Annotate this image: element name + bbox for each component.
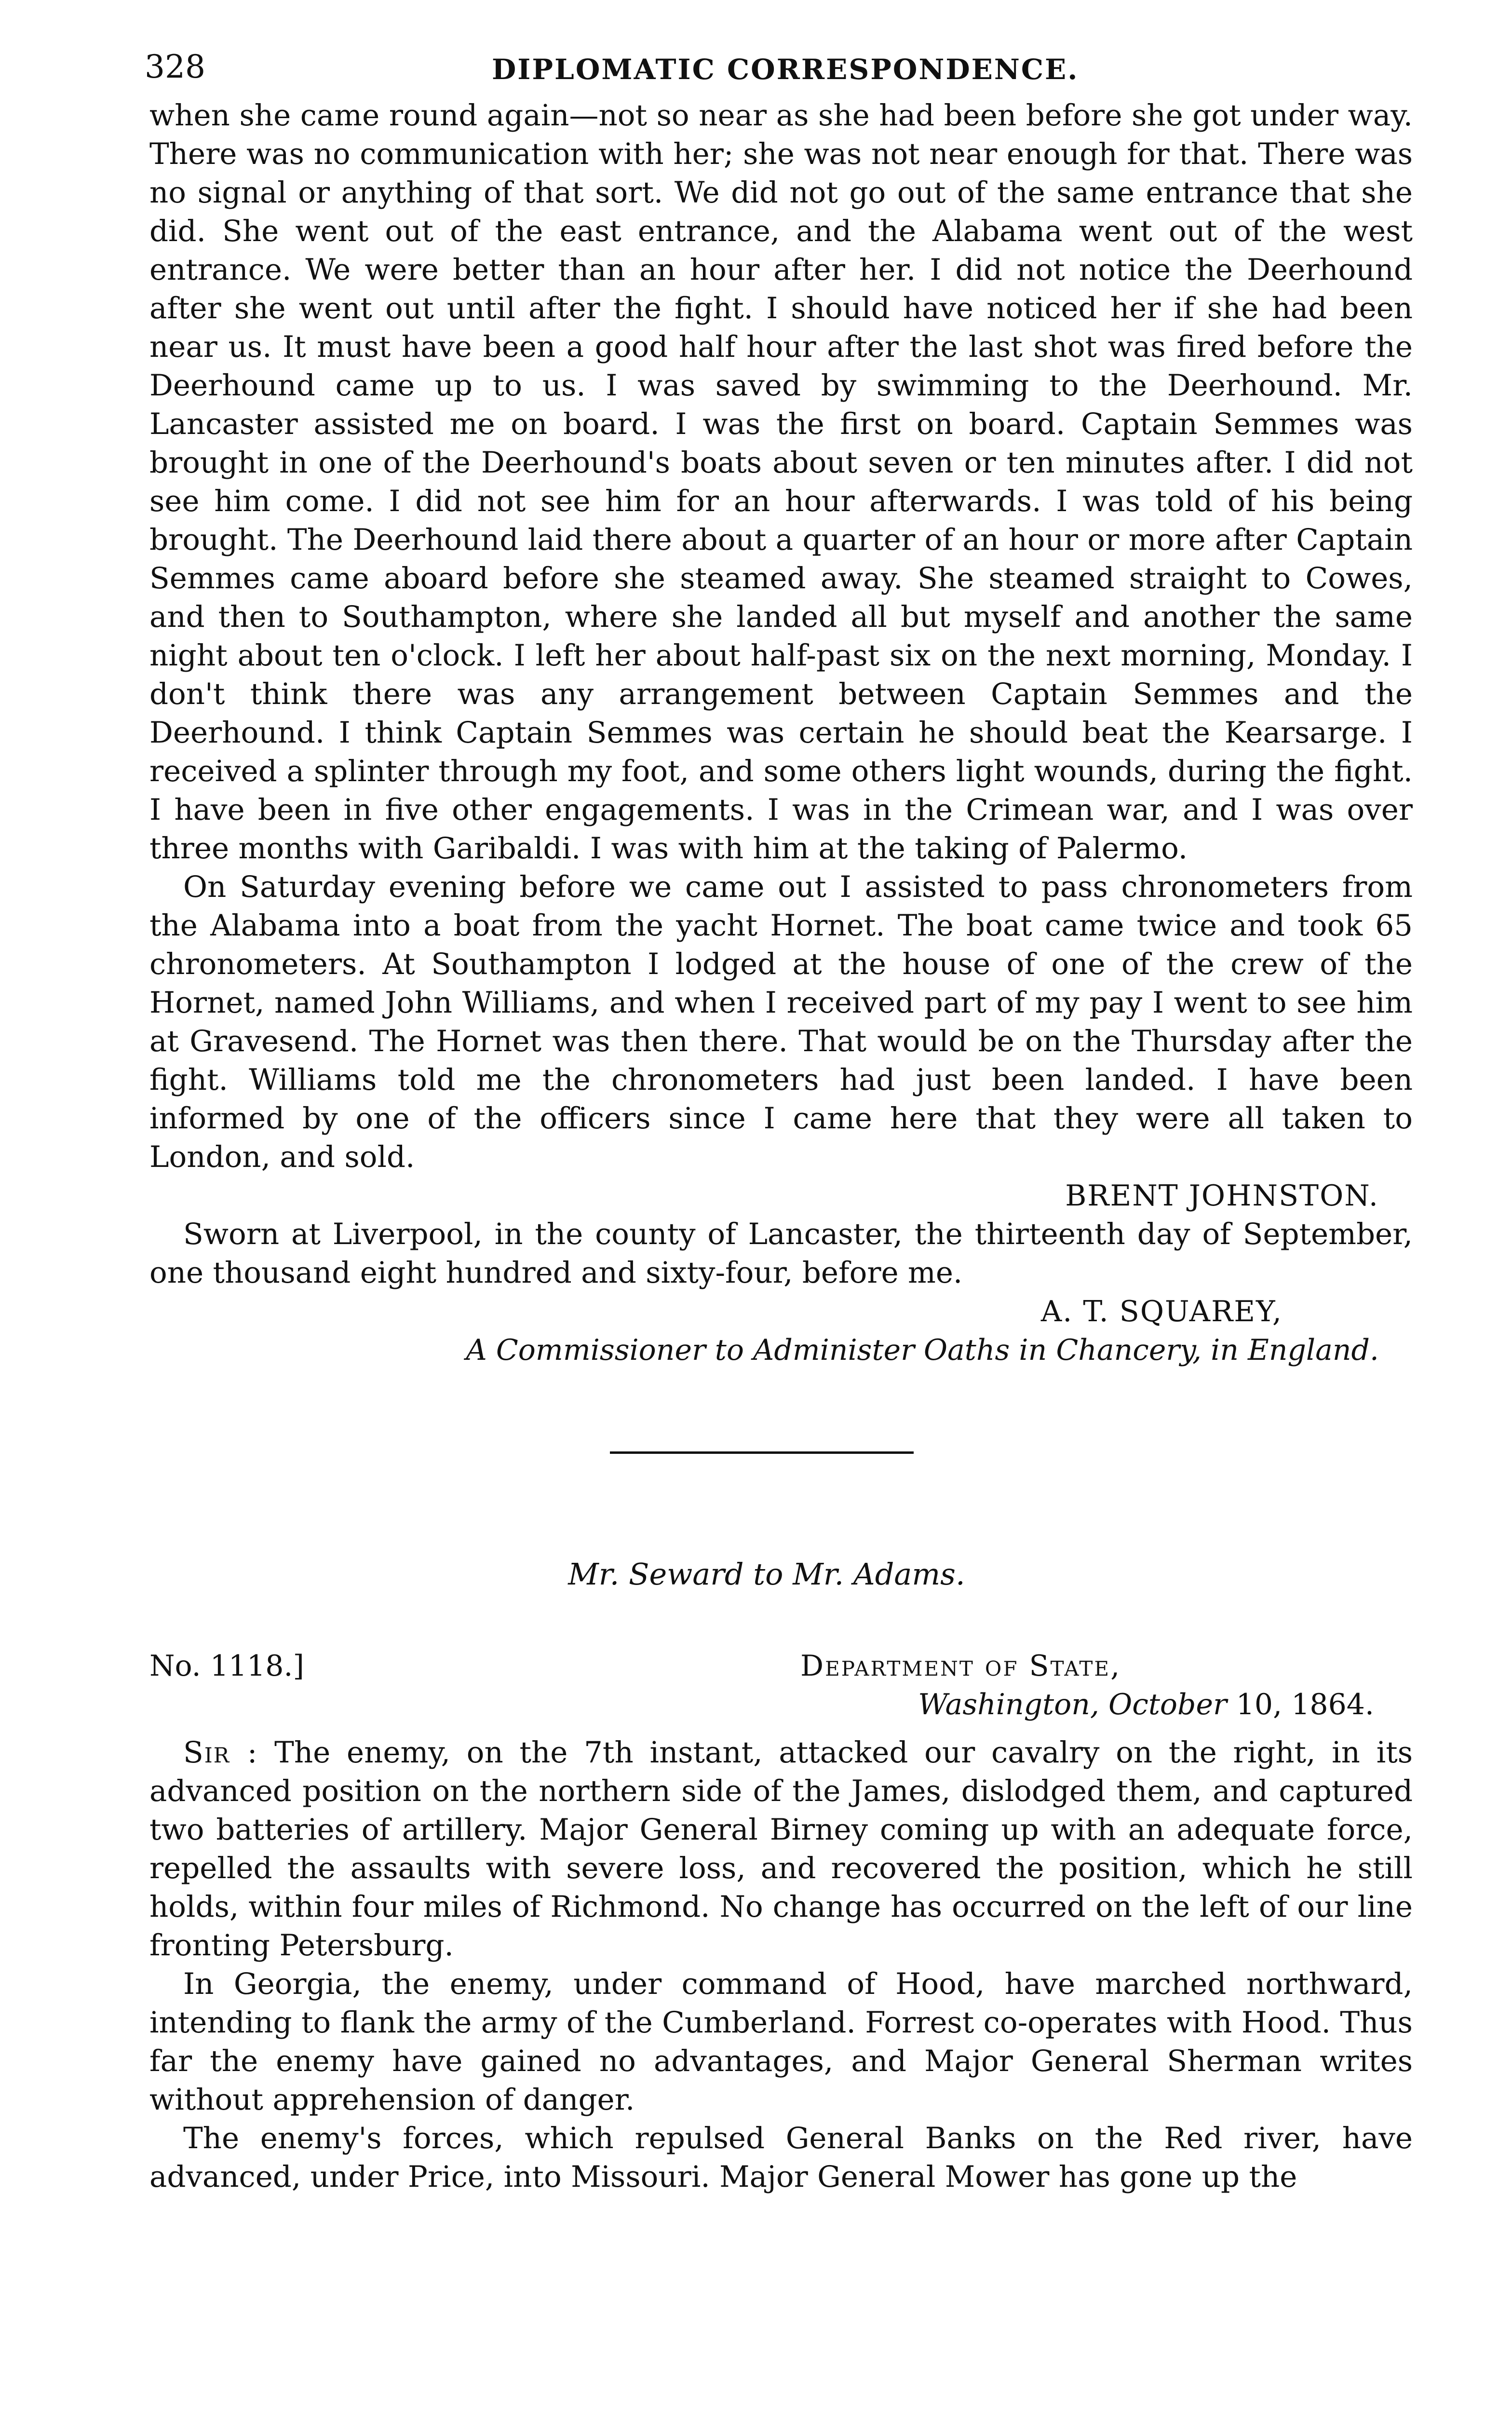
running-head [145,43,1413,96]
document-page [145,43,1413,2406]
letter-paragraph-1-text: The enemy, on the 7th instant, attacked our cavalry on the right, in its advanced position on the northern side of the James, dislodged them, and captured two batteries of artillery. Major General Birney coming up with an adequate force, repelled the assaults with severe loss, and recovered the position, which he still holds, within four miles of Richmond. No change has occurred on the left of our line fronting Petersburg. [149,1735,1413,1963]
letter-paragraph-2: In Georgia, the enemy, under command of Hood, have marched northward, intending to flank the army of the Cumberland. Forrest co-operates with Hood. Thus far the enemy have gained no advantages, and Major General Sherman writes without apprehension of danger. [149,1967,1413,2117]
letter-month: October [1108,1688,1227,1721]
letter-paragraph-1 [149,1734,1413,1965]
letter-dateline [149,1647,1413,1734]
commissioner-name: A. T. SQUAREY, [1040,1295,1282,1328]
letter-place-date [918,1685,1374,1724]
letter-paragraph-3: The enemy's forces, which repulsed General Banks on the Red river, have advanced, under Price, into Missouri. Major General Mower has gone up the [149,2121,1413,2194]
page-number: 328 [145,48,205,85]
letter-heading: Mr. Seward to Mr. Adams. [568,1557,965,1592]
section-divider [610,1451,914,1454]
letter-department: Department of State, [800,1649,1121,1683]
letter-day-year: 10, 1864. [1236,1688,1374,1721]
letter-place: Washington, [918,1688,1099,1721]
jurat: Sworn at Liverpool, in the county of Lancaster, the thirteenth day of September, one thousand eight hundred and sixty-four, before me. [149,1217,1413,1290]
letter-salutation: Sir : [183,1735,258,1770]
deposition-paragraph-2: On Saturday evening before we came out I assisted to pass chronometers from the Alabama into a boat from the yacht Hornet. The boat came twice and took 65 chronometers. At Southampton I lodged at the house of one of the crew of the Hornet, named John Williams, and when I received part of my pay I went to see him at Gravesend. The Hornet was then there. That would be on the Thursday after the fight. Williams told me the chronometers had just been landed. I have been informed by one of the officers since I came here that they were all taken to London, and sold. [149,870,1413,1174]
letter-number: No. 1118.] [149,1649,304,1683]
deponent-signature: BRENT JOHNSTON. [1065,1179,1379,1213]
running-title: DIPLOMATIC CORRESPONDENCE. [492,53,1079,86]
deposition-paragraph-1: when she came round again—not so near as she had been before she got under way. There was no communication with her; she was not near enough for that. There was no signal or anything of that sort. We did not go out of the same entrance that she did. She went out of the east entrance, and the Alabama went out of the west entrance. We were better than an hour after her. I did not notice the Deerhound after she went out until after the fight. I should have noticed her if she had been near us. It must have been a good half hour after the last shot was fired before the Deerhound came up to us. I was saved by swimming to the Deerhound. Mr. Lancaster assisted me on board. I was the first on board. Captain Semmes was brought in one of the Deerhound's boats about seven or ten minutes after. I did not see him come. I did not see him for an hour afterwards. I was told of his being brought. The Deerhound laid there about a quarter of an hour or more after Captain Semmes came aboard before she steamed away. She steamed straight to Cowes, and then to Southampton, where she landed all but myself and another the same night about ten o'clock. I left her about half-past six on the next morning, Monday. I don't think there was any arrangement between Captain Semmes and the Deerhound. I think Captain Semmes was certain he should beat the Kearsarge. I received a splinter through my foot, and some others light wounds, during the fight. I have been in five other engagements. I was in the Crimean war, and I was over three months with Garibaldi. I was with him at the taking of Palermo. [149,98,1413,866]
commissioner-title: A Commissioner to Administer Oaths in Chancery, in England. [466,1333,1379,1367]
